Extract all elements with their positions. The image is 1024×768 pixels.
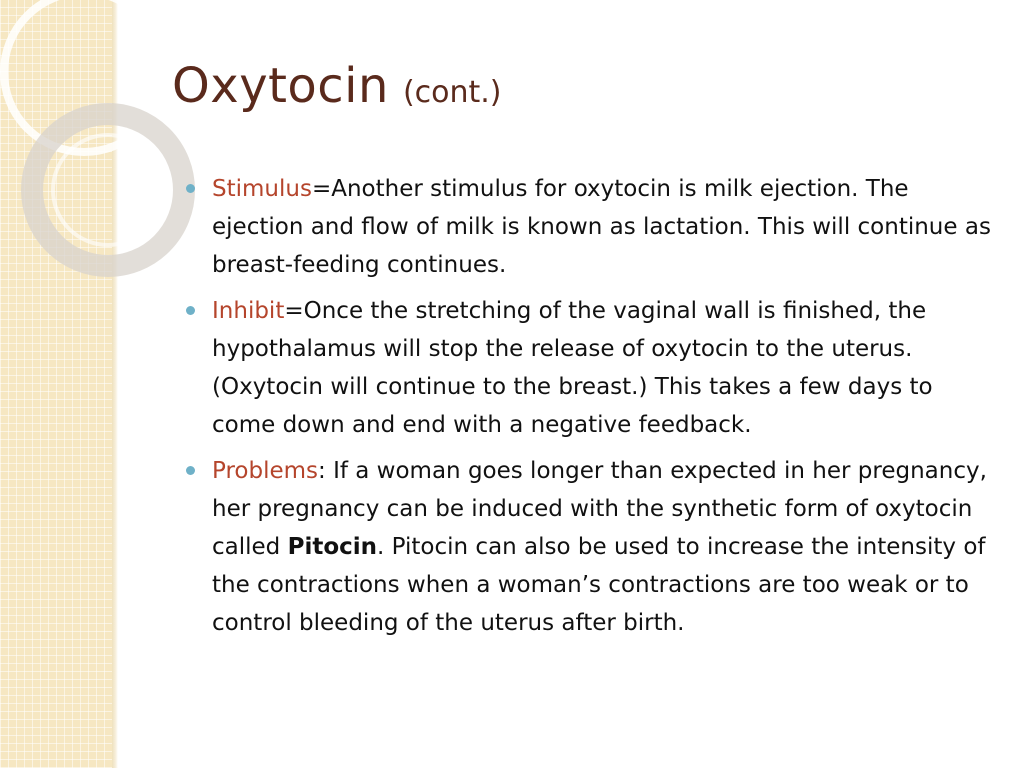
bold-term-pitocin: Pitocin bbox=[287, 534, 378, 560]
bullet-item-stimulus bbox=[186, 170, 994, 284]
bullet-item-problems bbox=[186, 452, 994, 642]
bullet-dot-icon bbox=[186, 184, 195, 193]
keyword-stimulus: Stimulus bbox=[212, 176, 312, 202]
bullet-dot-icon bbox=[186, 306, 195, 315]
bullet-dot-icon bbox=[186, 466, 195, 475]
keyword-inhibit: Inhibit bbox=[212, 298, 285, 324]
decorative-circles bbox=[0, 0, 200, 300]
keyword-problems: Problems bbox=[212, 458, 319, 484]
bullet-text-problems-before: : If a woman goes longer than expected in her pregnancy, her pregnancy can be induced with the synthetic form of oxytocin called bbox=[212, 458, 987, 560]
title-main: Oxytocin bbox=[172, 58, 389, 114]
bullet-item-inhibit bbox=[186, 292, 994, 444]
bullet-text-inhibit: =Once the stretching of the vaginal wall is finished, the hypothalamus will stop the release of oxytocin to the uterus. (Oxytocin will continue to the breast.) This takes a few days to come down and end with a negative feedback. bbox=[212, 298, 933, 438]
title-suffix: (cont.) bbox=[402, 75, 502, 110]
slide-title bbox=[172, 58, 502, 114]
bullet-text-stimulus: =Another stimulus for oxytocin is milk ejection. The ejection and flow of milk is known as lactation. This will continue as breast-feeding continues. bbox=[212, 176, 991, 278]
bullet-list bbox=[186, 170, 994, 650]
bullet-text-problems-after: . Pitocin can also be used to increase the intensity of the contractions when a woman’s contractions are too weak or to control bleeding of the uterus after birth. bbox=[212, 534, 986, 636]
